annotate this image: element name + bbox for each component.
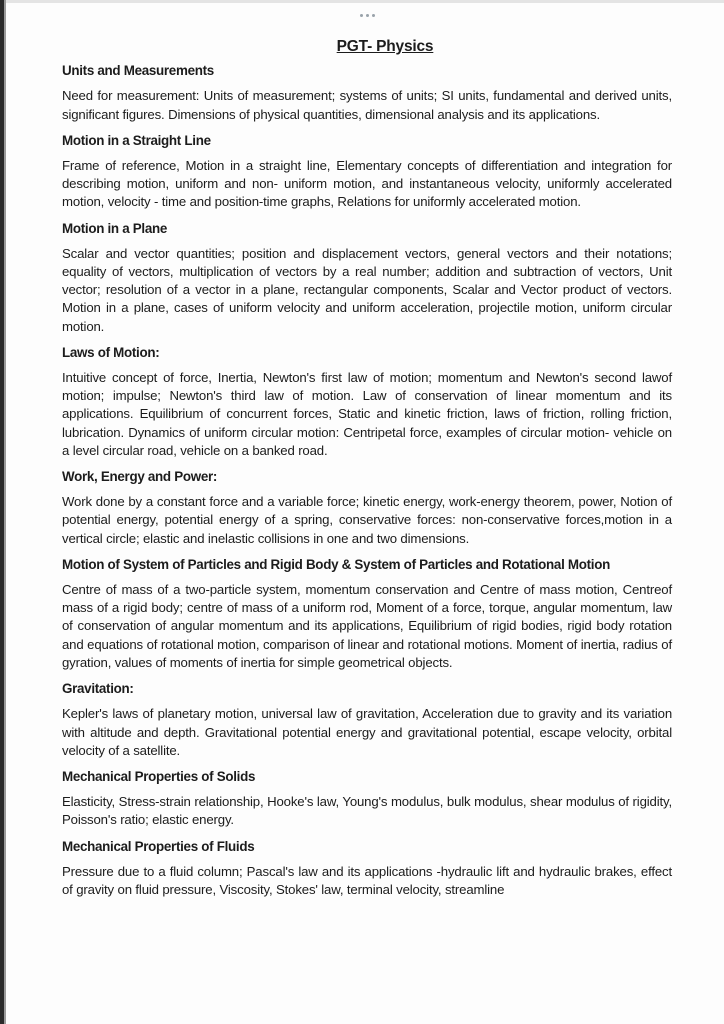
section-heading: Units and Measurements [62, 63, 214, 79]
section-mechanical-properties-of-fluids [62, 838, 672, 900]
section-rotational-motion [62, 556, 672, 672]
more-options-button[interactable] [352, 8, 382, 22]
section-body: Need for measurement: Units of measurement; systems of units; SI units, fundamental and derived units, significant figures. Dimensions of physical quantities, dimensional analysis and its applications. [62, 88, 672, 122]
more-horizontal-icon-dot [366, 14, 369, 17]
section-heading: Gravitation: [62, 681, 134, 697]
section-heading: Mechanical Properties of Solids [62, 768, 256, 784]
section-heading: Laws of Motion: [62, 344, 160, 360]
section-mechanical-properties-of-solids [62, 768, 672, 830]
section-motion-in-a-straight-line [62, 132, 672, 212]
document-title: PGT- Physics [336, 38, 434, 55]
section-heading: Motion of System of Particles and Rigid Body & System of Particles and Rotational Motion [62, 556, 610, 572]
section-gravitation [62, 680, 672, 760]
section-body: Frame of reference, Motion in a straight line, Elementary concepts of differentiation and integration for describing motion, uniform and non- uniform motion, and instantaneous velocity, uniformly accelerated motion, velocity - time and position-time graphs, Relations for uniformly accelerated motion. [62, 158, 672, 210]
section-body: Work done by a constant force and a variable force; kinetic energy, work-energy theorem, power, Notion of potential energy, potential energy of a spring, conservative forces: non-conservative forces,motion in a vertical circle; elastic and inelastic collisions in one and two dimensions. [62, 494, 672, 546]
section-work-energy-power [62, 468, 672, 548]
document-content [62, 38, 672, 907]
section-body: Kepler's laws of planetary motion, universal law of gravitation, Acceleration due to gravity and its variation with altitude and depth. Gravitational potential energy and gravitational potential, escape velocity, orbital velocity of a satellite. [62, 706, 672, 758]
section-body: Elasticity, Stress-strain relationship, Hooke's law, Young's modulus, bulk modulus, shear modulus of rigidity, Poisson's ratio; elastic energy. [62, 794, 672, 828]
section-heading: Motion in a Plane [62, 220, 168, 236]
section-heading: Mechanical Properties of Fluids [62, 838, 255, 854]
section-body: Intuitive concept of force, Inertia, Newton's first law of motion; momentum and Newton's second lawof motion; impulse; Newton's third law of motion. Law of conservation of linear momentum and its applications. Equilibrium of concurrent forces, Static and kinetic friction, laws of friction, rolling friction, lubrication. Dynamics of uniform circular motion: Centripetal force, examples of circular motion- vehicle on a level circular road, vehicle on a banked road. [62, 370, 672, 458]
section-body: Centre of mass of a two-particle system, momentum conservation and Centre of mass motion, Centreof mass of a rigid body; centre of mass of a uniform rod, Moment of a force, torque, angular momentum, law of conservation of angular momentum and its applications, Equilibrium of rigid bodies, rigid body rotation and equations of rotational motion, comparison of linear and rotational motions. Moment of inertia, radius of gyration, values of moments of inertia for simple geometrical objects. [62, 582, 672, 670]
section-body: Scalar and vector quantities; position and displacement vectors, general vectors and their notations; equality of vectors, multiplication of vectors by a real number; addition and subtraction of vectors, Unit vector; resolution of a vector in a plane, rectangular components, Scalar and Vector product of vectors. Motion in a plane, cases of uniform velocity and uniform acceleration, projectile motion, uniform circular motion. [62, 245, 672, 334]
section-body: Pressure due to a fluid column; Pascal's law and its applications -hydraulic lift and hydraulic brakes, effect of gravity on fluid pressure, Viscosity, Stokes' law, terminal velocity, streamline [62, 863, 672, 897]
section-motion-in-a-plane [62, 220, 672, 336]
section-units-and-measurements [62, 62, 672, 124]
section-laws-of-motion [62, 344, 672, 460]
more-horizontal-icon-dot [372, 14, 375, 17]
more-horizontal-icon [360, 14, 363, 17]
section-heading: Work, Energy and Power: [62, 469, 218, 485]
section-heading: Motion in a Straight Line [62, 132, 211, 148]
